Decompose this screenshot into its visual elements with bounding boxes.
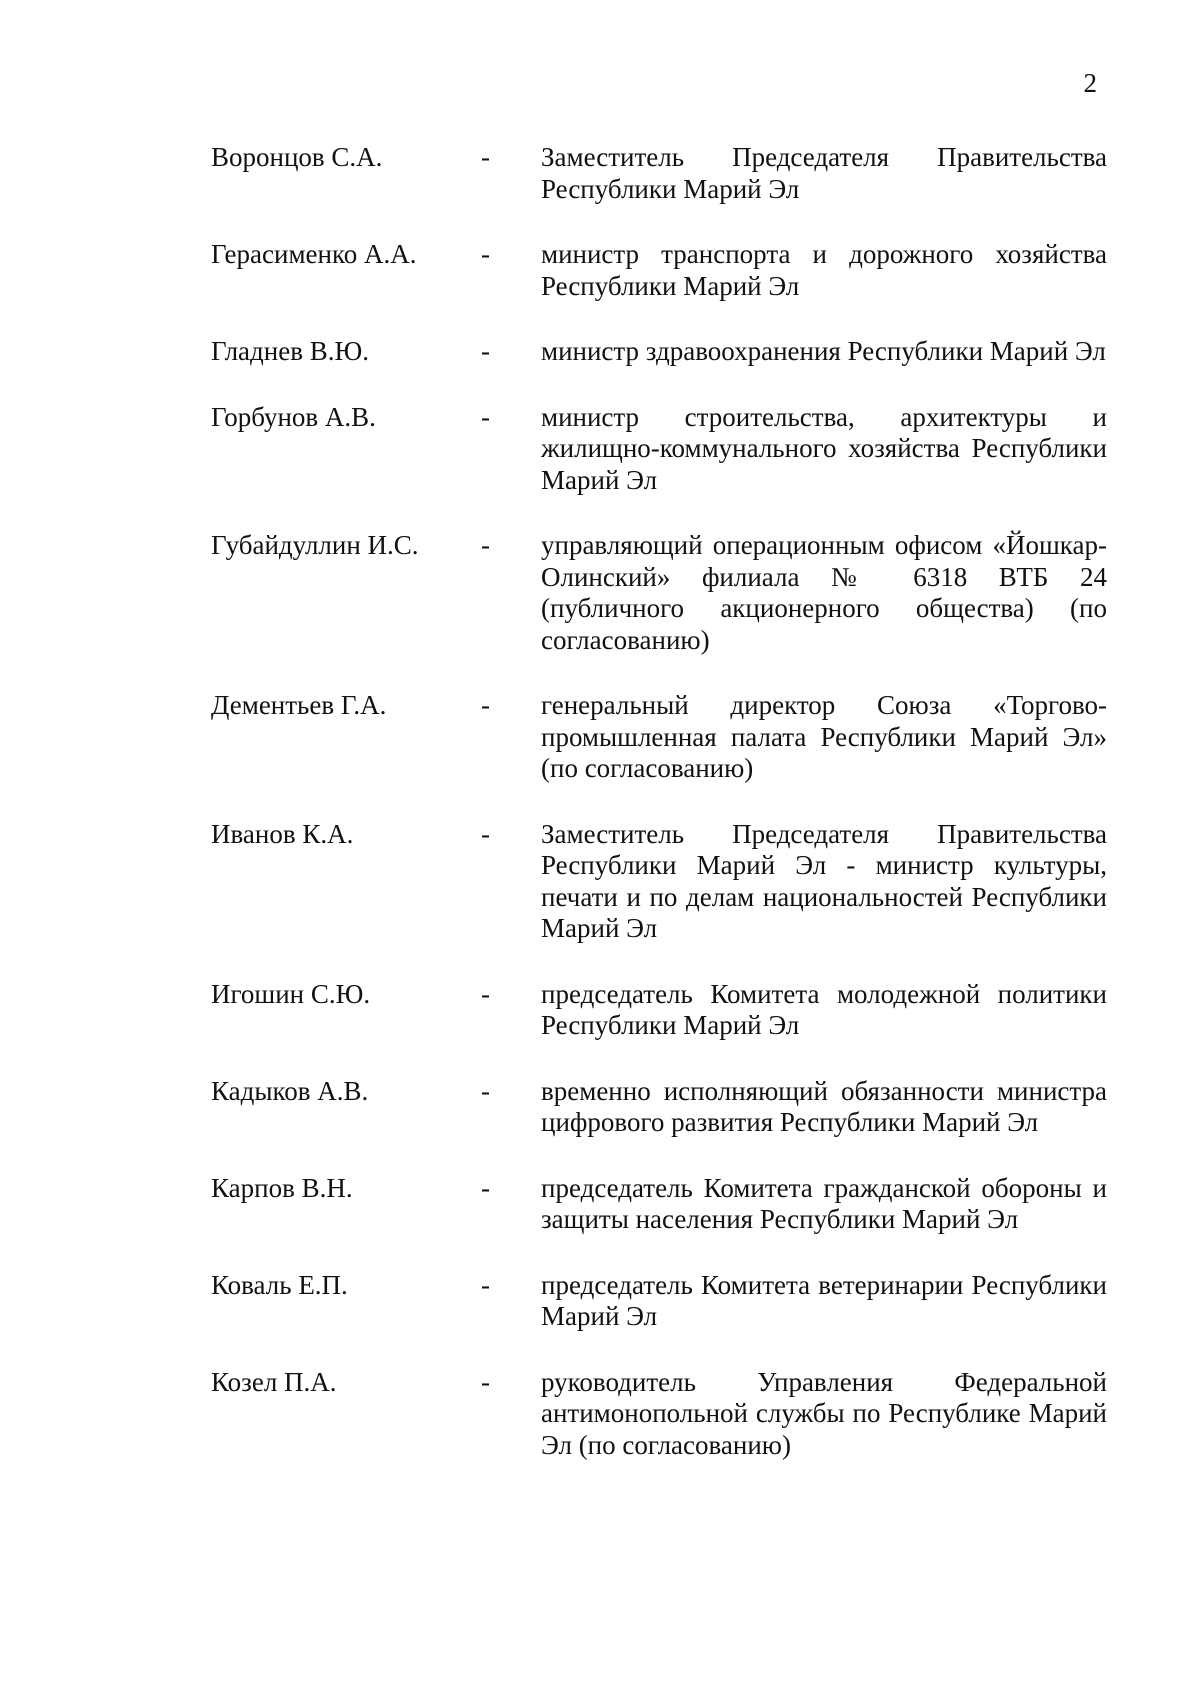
member-name: Коваль Е.П. [211, 1269, 348, 1300]
member-position: руководитель Управления Федеральной антимонопольной службы по Республике Марий Эл (по согласованию) [541, 1366, 1107, 1460]
dash-separator: - [481, 978, 490, 1009]
dash-separator: - [481, 336, 490, 366]
dash-separator: - [481, 401, 490, 432]
member-position: Заместитель Председателя Правительства Республики Марий Эл [541, 142, 1107, 204]
member-position: Заместитель Председателя Правительства Республики Марий Эл - министр культуры, печати и по делам национальностей Республики Марий Эл [541, 818, 1107, 943]
dash-separator: - [481, 818, 490, 849]
member-name: Иванов К.А. [211, 818, 354, 849]
member-name: Гладнев В.Ю. [211, 336, 369, 366]
list-item [211, 336, 1107, 368]
dash-separator: - [481, 530, 490, 560]
member-list [211, 142, 1107, 1495]
list-item [211, 142, 1107, 205]
dash-separator: - [481, 1172, 490, 1203]
member-name: Карпов В.Н. [211, 1172, 353, 1203]
list-item [211, 1270, 1107, 1333]
member-name: Губайдуллин И.С. [211, 530, 419, 560]
member-position: председатель Комитета гражданской обороны и защиты населения Республики Марий Эл [541, 1172, 1107, 1234]
member-name: Кадыков А.В. [211, 1075, 369, 1106]
list-item [211, 1076, 1107, 1139]
member-position: управляющий операционным офисом «Йошкар-Олинский» филиала № 6318 ВТБ 24 (публичного акционерного общества) (по согласованию) [541, 530, 1107, 655]
list-item [211, 819, 1107, 945]
member-name: Игошин С.Ю. [211, 978, 371, 1009]
member-position: генеральный директор Союза «Торгово-промышленная палата Республики Марий Эл» (по согласованию) [541, 690, 1107, 783]
dash-separator: - [481, 239, 490, 269]
member-position: председатель Комитета молодежной политики Республики Марий Эл [541, 978, 1107, 1040]
list-item [211, 530, 1107, 656]
dash-separator: - [481, 690, 490, 720]
member-position: министр строительства, архитектуры и жилищно-коммунального хозяйства Республики Марий Эл [541, 401, 1107, 495]
member-position: министр здравоохранения Республики Марий Эл [541, 336, 1106, 366]
member-name: Горбунов А.В. [211, 401, 376, 432]
member-position: председатель Комитета ветеринарии Республики Марий Эл [541, 1269, 1107, 1331]
member-name: Герасименко А.А. [211, 239, 417, 269]
dash-separator: - [481, 1269, 490, 1300]
member-position: министр транспорта и дорожного хозяйства Республики Марий Эл [541, 239, 1107, 301]
dash-separator: - [481, 1075, 490, 1106]
member-name: Дементьев Г.А. [211, 690, 387, 720]
page-number: 2 [1083, 68, 1097, 98]
list-item [211, 239, 1107, 302]
list-item [211, 1367, 1107, 1462]
member-name: Воронцов С.А. [211, 142, 383, 172]
list-item [211, 1173, 1107, 1236]
member-position: временно исполняющий обязанности министра цифрового развития Республики Марий Эл [541, 1075, 1107, 1137]
list-item [211, 402, 1107, 497]
dash-separator: - [481, 142, 490, 172]
member-name: Козел П.А. [211, 1366, 337, 1397]
list-item [211, 690, 1107, 785]
dash-separator: - [481, 1366, 490, 1397]
list-item [211, 979, 1107, 1042]
